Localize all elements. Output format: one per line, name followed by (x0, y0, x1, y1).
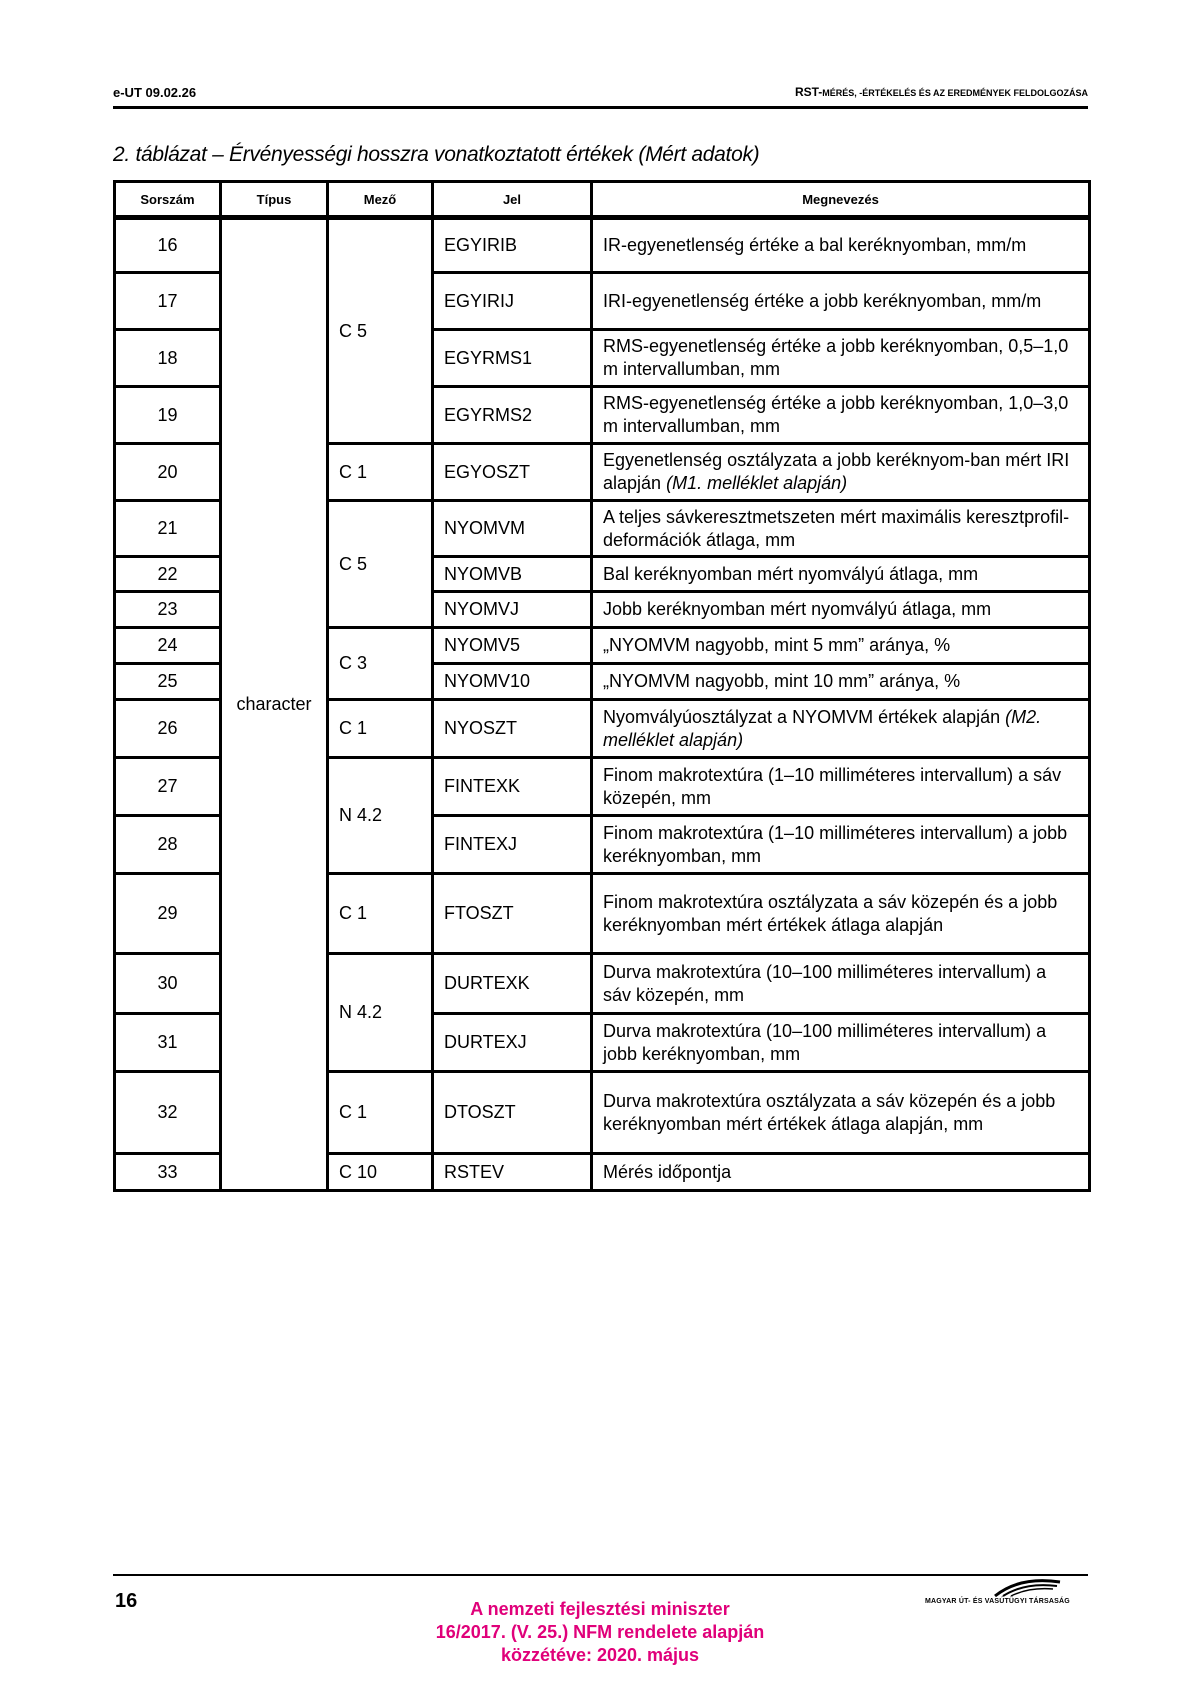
description-cell: Durva makrotextúra osztályzata a sáv közepén és a jobb keréknyomban mért értékek átlaga alapján, mm (592, 1072, 1090, 1154)
data-table (113, 180, 1091, 1192)
row-number: 24 (115, 628, 221, 664)
mezo-cell: C 10 (328, 1154, 433, 1191)
jel-cell: EGYOSZT (433, 444, 592, 501)
jel-cell: NYOMVJ (433, 592, 592, 628)
row-number: 20 (115, 444, 221, 501)
jel-cell: EGYRMS2 (433, 387, 592, 444)
type-cell: character (221, 218, 328, 1191)
jel-cell: FINTEXJ (433, 816, 592, 874)
description-cell: Durva makrotextúra (10–100 milliméteres intervallum) a jobb keréknyomban, mm (592, 1014, 1090, 1072)
logo-text: MAGYAR ÚT- ÉS VASÚTÜGYI TÁRSASÁG (925, 1598, 1070, 1605)
row-number: 29 (115, 874, 221, 954)
description-cell: Durva makrotextúra (10–100 milliméteres intervallum) a sáv közepén, mm (592, 954, 1090, 1014)
description-cell: IR-egyenetlenség értéke a bal keréknyomban, mm/m (592, 218, 1090, 273)
jel-cell: NYOMVB (433, 557, 592, 592)
row-number: 16 (115, 218, 221, 273)
row-number: 22 (115, 557, 221, 592)
document-id: e-UT 09.02.26 (113, 85, 197, 100)
row-number: 17 (115, 273, 221, 330)
header-tipus: Típus (221, 182, 328, 218)
header-megnevezes: Megnevezés (592, 182, 1090, 218)
table-row (115, 218, 1090, 273)
mezo-cell: C 1 (328, 444, 433, 501)
jel-cell: NYOSZT (433, 700, 592, 758)
description-cell: Finom makrotextúra osztályzata a sáv közepén és a jobb keréknyomban mért értékek átlaga alapján (592, 874, 1090, 954)
jel-cell: NYOMVM (433, 501, 592, 557)
page-header (113, 82, 1088, 109)
jel-cell: DTOSZT (433, 1072, 592, 1154)
mezo-cell: C 1 (328, 1072, 433, 1154)
jel-cell: DURTEXK (433, 954, 592, 1014)
description-cell: Jobb keréknyomban mért nyomvályú átlaga, mm (592, 592, 1090, 628)
row-number: 28 (115, 816, 221, 874)
mezo-cell: C 3 (328, 628, 433, 700)
jel-cell: NYOMV5 (433, 628, 592, 664)
publication-line: 16/2017. (V. 25.) NFM rendelete alapján (435, 1622, 765, 1642)
description-cell: Mérés időpontja (592, 1154, 1090, 1191)
row-number: 32 (115, 1072, 221, 1154)
header-title (795, 85, 1088, 99)
row-number: 23 (115, 592, 221, 628)
society-logo (925, 1574, 1075, 1614)
description-cell: „NYOMVM nagyobb, mint 10 mm” aránya, % (592, 664, 1090, 700)
mezo-cell: N 4.2 (328, 758, 433, 874)
mezo-cell: C 1 (328, 700, 433, 758)
description-note: (M2. melléklet alapján) (603, 706, 1042, 750)
row-number: 30 (115, 954, 221, 1014)
description-cell: RMS-egyenetlenség értéke a jobb keréknyomban, 0,5–1,0 m intervallumban, mm (592, 330, 1090, 387)
mezo-cell: C 1 (328, 874, 433, 954)
description-cell: „NYOMVM nagyobb, mint 5 mm” aránya, % (592, 628, 1090, 664)
publication-line: A nemzeti fejlesztési miniszter (470, 1599, 730, 1619)
page-number: 16 (115, 1590, 138, 1612)
description-cell (592, 700, 1090, 758)
description-text: Nyomvályúosztályzat a NYOMVM értékek alapján (603, 706, 1001, 727)
mezo-cell: C 5 (328, 218, 433, 444)
description-cell: RMS-egyenetlenség értéke a jobb keréknyomban, 1,0–3,0 m intervallumban, mm (592, 387, 1090, 444)
description-cell: Finom makrotextúra (1–10 milliméteres intervallum) a sáv közepén, mm (592, 758, 1090, 816)
jel-cell: EGYIRIB (433, 218, 592, 273)
jel-cell: EGYIRIJ (433, 273, 592, 330)
jel-cell: FINTEXK (433, 758, 592, 816)
description-cell: Finom makrotextúra (1–10 milliméteres intervallum) a jobb keréknyomban, mm (592, 816, 1090, 874)
row-number: 18 (115, 330, 221, 387)
header-title-rest: MÉRÉS, -ÉRTÉKELÉS ÉS AZ EREDMÉNYEK FELDOLGOZÁSA (822, 88, 1088, 98)
jel-cell: RSTEV (433, 1154, 592, 1191)
description-cell: IRI-egyenetlenség értéke a jobb keréknyomban, mm/m (592, 273, 1090, 330)
table-title: 2. táblázat – Érvényességi hosszra vonatkoztatott értékek (Mért adatok) (113, 143, 760, 166)
row-number: 25 (115, 664, 221, 700)
jel-cell: NYOMV10 (433, 664, 592, 700)
row-number: 19 (115, 387, 221, 444)
publication-note (400, 1598, 800, 1667)
mezo-cell: C 5 (328, 501, 433, 628)
header-jel: Jel (433, 182, 592, 218)
logo-arc-icon (925, 1574, 1075, 1598)
publication-line: közzétéve: 2020. május (500, 1645, 700, 1665)
description-text: Egyenetlenség osztályzata a jobb keréknyom-ban mért IRI alapján (603, 450, 1070, 493)
description-cell: Bal keréknyomban mért nyomvályú átlaga, mm (592, 557, 1090, 592)
jel-cell: EGYRMS1 (433, 330, 592, 387)
row-number: 21 (115, 501, 221, 557)
row-number: 26 (115, 700, 221, 758)
header-title-prefix: RST- (794, 85, 823, 99)
header-sorszam: Sorszám (115, 182, 221, 218)
jel-cell: FTOSZT (433, 874, 592, 954)
row-number: 33 (115, 1154, 221, 1191)
description-cell: A teljes sávkeresztmetszeten mért maximális keresztprofil-deformációk átlaga, mm (592, 501, 1090, 557)
mezo-cell: N 4.2 (328, 954, 433, 1072)
jel-cell: DURTEXJ (433, 1014, 592, 1072)
header-mezo: Mező (328, 182, 433, 218)
description-note: (M1. melléklet alapján) (666, 473, 848, 493)
row-number: 27 (115, 758, 221, 816)
table-header-row (115, 182, 1090, 218)
description-cell (592, 444, 1090, 501)
row-number: 31 (115, 1014, 221, 1072)
